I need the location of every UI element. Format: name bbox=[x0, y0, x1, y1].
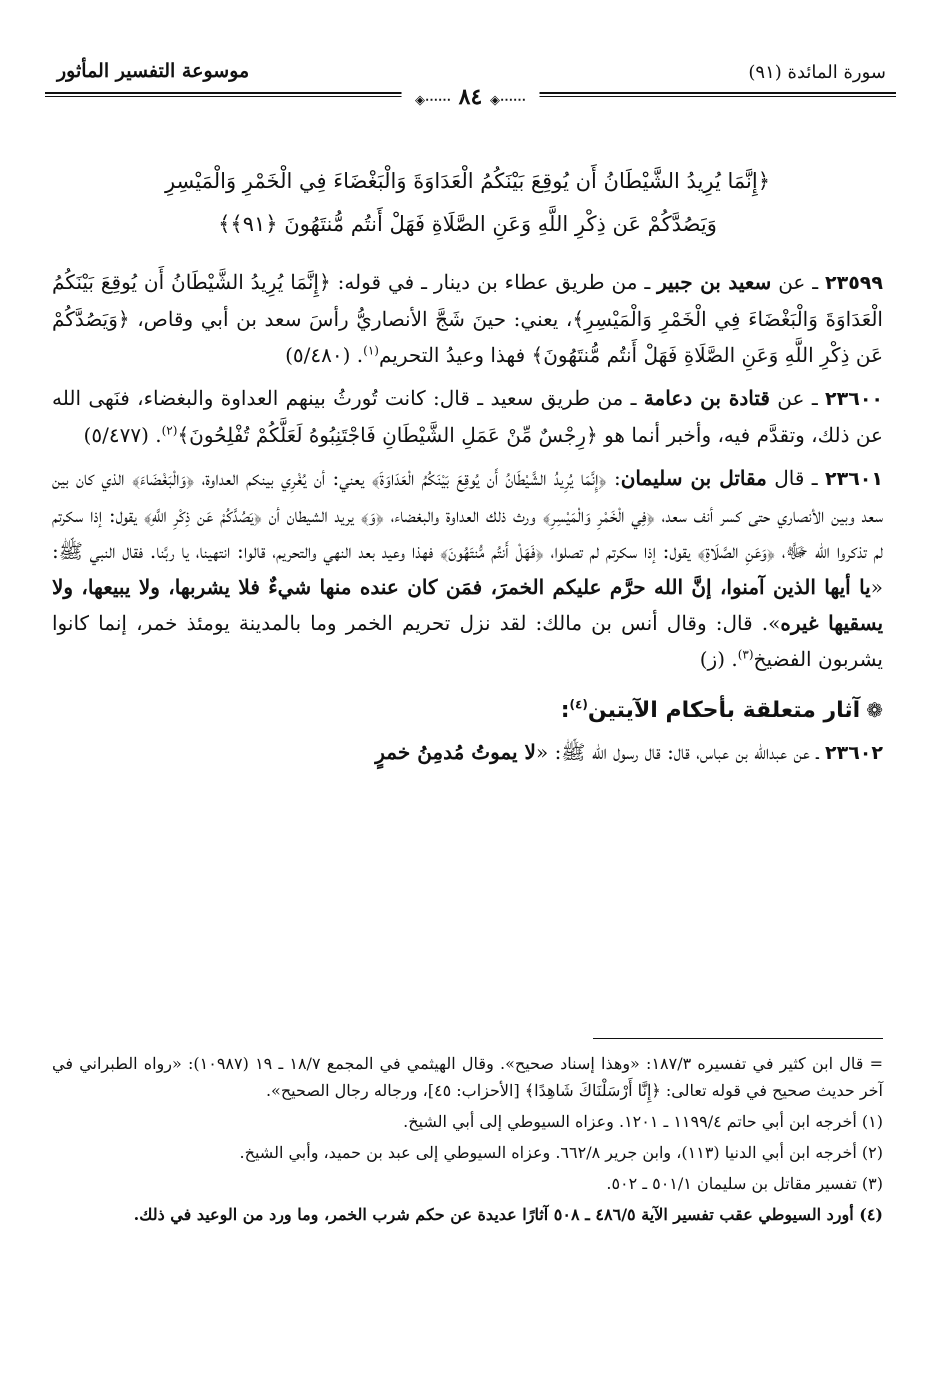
surah-title: سورة المائدة (٩١) bbox=[748, 62, 886, 83]
hadith-text: يا أيها الذين آمنوا، إنَّ الله حرَّم عليكم الخمرَ، فمَن كان عنده منها شيءٌ فلا يشربها، ولا يبيعها، ولا يسقيها غيره bbox=[52, 575, 884, 635]
entry-narrator: مقاتل بن سليمان bbox=[620, 466, 767, 490]
entry-number: ٢٣٦٠٢ bbox=[825, 742, 883, 764]
footnote-ref: (٣) bbox=[737, 647, 754, 662]
page-number: ٨٤ bbox=[458, 84, 483, 110]
footnote: = قال ابن كثير في تفسيره ١٨٧/٣: «وهذا إسناد صحيح». وقال الهيثمي في المجمع ١٨/٧ ـ ١٩ (١٠٩٨٧): «رواه الطبراني في آخر حديث صحيح في قوله تعالى: ﴿إِنَّا أَرْسَلْنَاكَ شَاهِدًا﴾ [الأحزاب: ٤٥]، ورجاله رجال الصحيح». bbox=[52, 1054, 884, 1100]
entry-narrator: سعيد بن جبير bbox=[657, 270, 772, 294]
ornament-left: ◈⋯⋯ bbox=[415, 93, 452, 108]
entry-narrator: قتادة بن دعامة bbox=[643, 386, 770, 410]
footnote-ref: (٢) bbox=[161, 423, 178, 438]
entry-text: ـ من طريق عطاء بن دينار ـ في قوله: ﴿إِنَّمَا يُرِيدُ الشَّيْطَانُ أَن يُوقِعَ بَيْنَكُمُ الْعَدَاوَةَ وَالْبَغْضَاءَ فِي الْخَمْرِ وَالْمَيْسِرِ﴾، يعني: حينَ شَجَّ الأنصاريُّ رأسَ سعد بن أبي وقاص، ﴿وَيَصُدَّكُمْ عَن ذِكْرِ اللَّهِ وَعَنِ الصَّلَاةِ فَهَلْ أَنتُم مُّنتَهُونَ﴾ فهذا وعيدُ التحريم bbox=[52, 270, 883, 367]
entry-lead: ـ قال bbox=[766, 466, 826, 490]
entry-number: ٢٣٦٠١ bbox=[825, 468, 883, 490]
footnote: (٤) أورد السيوطي عقب تفسير الآية ٤٨٦/٥ ـ ٥٠٨ آثارًا عديدة عن حكم شرب الخمر، وما ورد من الوعيد في ذلك. bbox=[133, 1205, 883, 1224]
flower-icon: ❁ bbox=[866, 698, 883, 722]
footnote: (٣) تفسير مقاتل بن سليمان ٥٠١/١ ـ ٥٠٢. bbox=[606, 1174, 883, 1193]
footnote: (٢) أخرجه ابن أبي الدنيا (١١٣)، وابن جرير ٦٦٢/٨. وعزاه السيوطي إلى عبد بن حميد، وأبي الشيخ. bbox=[239, 1143, 883, 1162]
section-colon: : bbox=[560, 698, 570, 723]
entry-text: ـ عن عبدالله بن عباس، قال: قال رسول الله ﷺ: « bbox=[535, 740, 826, 764]
entry-citation: . (٥/٤٨٠) bbox=[285, 343, 364, 367]
section-title: آثار متعلقة بأحكام الآيتين bbox=[587, 698, 861, 723]
entry-text: ـ من طريق سعيد ـ قال: كانت تُورثُ بينهم العداوة والبغضاء، فنَهى الله عن ذلك، وتقدَّم فيه، وأخبر أنما هو ﴿رِجْسٌ مِّنْ عَمَلِ الشَّيْطَانِ فَاجْتَنِبُوهُ لَعَلَّكُمْ تُفْلِحُونَ﴾ bbox=[52, 386, 883, 447]
footnote-ref: (٤) bbox=[569, 697, 588, 712]
entry-number: ٢٣٦٠٠ bbox=[825, 388, 884, 410]
verse-line-2: وَيَصُدَّكُمْ عَن ذِكْرِ اللَّهِ وَعَنِ الصَّلَاةِ فَهَلْ أَنتُم مُّنتَهُونَ ﴿٩١﴾﴾ bbox=[218, 212, 717, 236]
entry-number: ٢٣٥٩٩ bbox=[825, 272, 883, 294]
narration-entry bbox=[52, 264, 883, 373]
hadith-text: لا يموتُ مُدمِنُ خمرٍ bbox=[375, 740, 536, 764]
ornament-right: ◈⋯⋯ bbox=[489, 93, 526, 108]
footnote-rule bbox=[593, 1038, 883, 1039]
entry-text-after: ». قال: وقال أنس بن مالك: لقد نزل تحريم الخمر وما بالمدينة يومئذ خمر، إنما كانوا يشربون الفضيخ bbox=[52, 611, 883, 671]
entry-lead: ـ عن bbox=[769, 386, 826, 410]
quran-verse bbox=[52, 160, 883, 246]
book-title: موسوعة التفسير المأثور bbox=[57, 60, 250, 82]
verse-line-1: ﴿إِنَّمَا يُرِيدُ الشَّيْطَانُ أَن يُوقِعَ بَيْنَكُمُ الْعَدَاوَةَ وَالْبَغْضَاءَ فِي الْخَمْرِ وَالْمَيْسِرِ bbox=[164, 169, 771, 193]
footnote: (١) أخرجه ابن أبي حاتم ١١٩٩/٤ ـ ١٢٠١. وعزاه السيوطي إلى أبي الشيخ. bbox=[403, 1112, 883, 1131]
narration-entry bbox=[52, 380, 883, 453]
entry-lead: ـ عن bbox=[771, 270, 826, 294]
entry-citation: . (ز) bbox=[699, 647, 738, 671]
narration-entry bbox=[52, 734, 883, 771]
page-number-block bbox=[401, 84, 540, 110]
page-content bbox=[52, 160, 883, 778]
entry-citation: . (٥/٤٧٧) bbox=[83, 423, 162, 447]
section-heading bbox=[52, 691, 883, 730]
footnote-ref: (١) bbox=[363, 343, 379, 358]
entry-text: : ﴿إِنَّمَا يُرِيدُ الشَّيْطَانُ أَن يُوقِعَ بَيْنَكُمُ الْعَدَاوَةَ﴾ يعني: أن يُغْرِي بينكم العداوة، ﴿وَالْبَغْضَاءَ﴾ الذي كان بين سعد وبين الأنصاري حتى كسر أنف سعد، ﴿فِي الْخَمْرِ وَالْمَيْسِرِ﴾ ورث ذلك العداوة والبغضاء، ﴿وَ﴾ يريد الشيطان أن ﴿يَصُدَّكُمْ عَن ذِكْرِ اللَّهِ﴾ يقول: إذا سكرتم لم تذكروا الله ﷻ، ﴿وَعَنِ الصَّلَاةِ﴾ يقول: إذا سكرتم لم تصلوا، ﴿فَهَلْ أَنتُم مُّنتَهُونَ﴾ فهذا وعيد بعد النهي والتحريم، قالوا: انتهينا، يا ربَّنا. فقال النبي ﷺ: « bbox=[52, 466, 883, 599]
footnotes bbox=[52, 1050, 883, 1232]
page-header bbox=[45, 54, 896, 114]
narration-entry bbox=[52, 460, 883, 677]
